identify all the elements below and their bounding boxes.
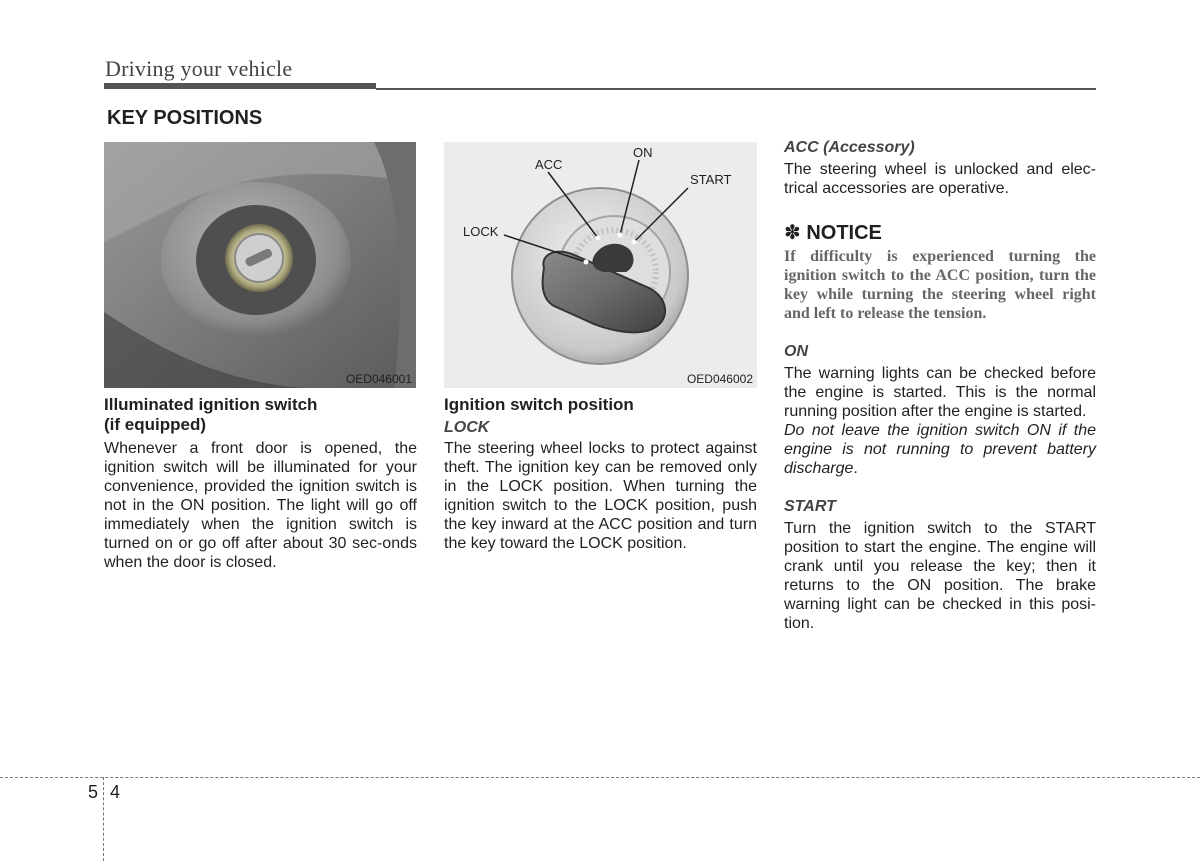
footer-rule [0, 777, 1200, 778]
header-rule-thin [376, 88, 1096, 90]
start-title: START [784, 498, 836, 515]
on-note [784, 421, 1096, 478]
heading-if-equipped: (if equipped) [104, 415, 206, 434]
section-title: KEY POSITIONS [107, 107, 263, 129]
chapter-number: 5 [88, 782, 99, 802]
figure-ignition-positions [444, 142, 757, 388]
start-body: Turn the ignition switch to the START position to start the engine. The engine will crank until you release the key; then it returns to the ON position. The brake warning light can be checked in this posi-tion. [784, 520, 1096, 632]
acc-title: ACC (Accessory) [784, 139, 915, 156]
on-body: The warning lights can be checked before the engine is started. This is the normal running position after the engine is started. [784, 365, 1096, 420]
figure-code-1: OED046001 [345, 372, 412, 386]
label-on: ON [633, 145, 653, 160]
label-start: START [690, 172, 732, 187]
figure-code-2: OED046002 [686, 372, 753, 386]
column-1 [104, 395, 417, 572]
heading-illuminated: Illuminated ignition switch [104, 395, 318, 414]
lock-title: LOCK [444, 419, 490, 436]
label-lock: LOCK [463, 224, 499, 239]
header-title: Driving your vehicle [105, 56, 293, 81]
column-3 [784, 139, 1096, 633]
illuminated-body: Whenever a front door is opened, the ignition switch will be illuminated for your convenience, provided the ignition switch is not in the ON position. The light will go off immediately when the ignition switch is turned on or go off after about 30 sec-onds when the door is closed. [104, 440, 417, 571]
column-2 [444, 395, 757, 553]
figure-illuminated-ignition [104, 142, 416, 388]
on-note-end: . [853, 460, 858, 477]
on-title: ON [784, 343, 808, 360]
footer-divider [103, 777, 104, 861]
page-number: 4 [110, 782, 121, 802]
heading-switch-position: Ignition switch position [444, 395, 634, 414]
notice-body: If difficulty is experienced turning the ignition switch to the ACC position, turn the key while turning the steering wheel right and left to release the tension. [784, 248, 1096, 322]
lock-body: The steering wheel locks to protect against theft. The ignition key can be removed only in the LOCK position. When turning the ignition switch to the LOCK position, push the key inward at the ACC position and turn the key toward the LOCK position. [444, 440, 757, 552]
header-rule-thick [104, 83, 376, 89]
notice-title: ✽ NOTICE [784, 222, 882, 244]
label-acc: ACC [535, 157, 563, 172]
ignition-photo-illustration [104, 142, 416, 388]
on-note-main: Do not leave the ignition switch ON if the engine is not running to prevent battery discharge [784, 422, 1096, 477]
acc-body: The steering wheel is unlocked and elec-trical accessories are operative. [784, 161, 1096, 197]
